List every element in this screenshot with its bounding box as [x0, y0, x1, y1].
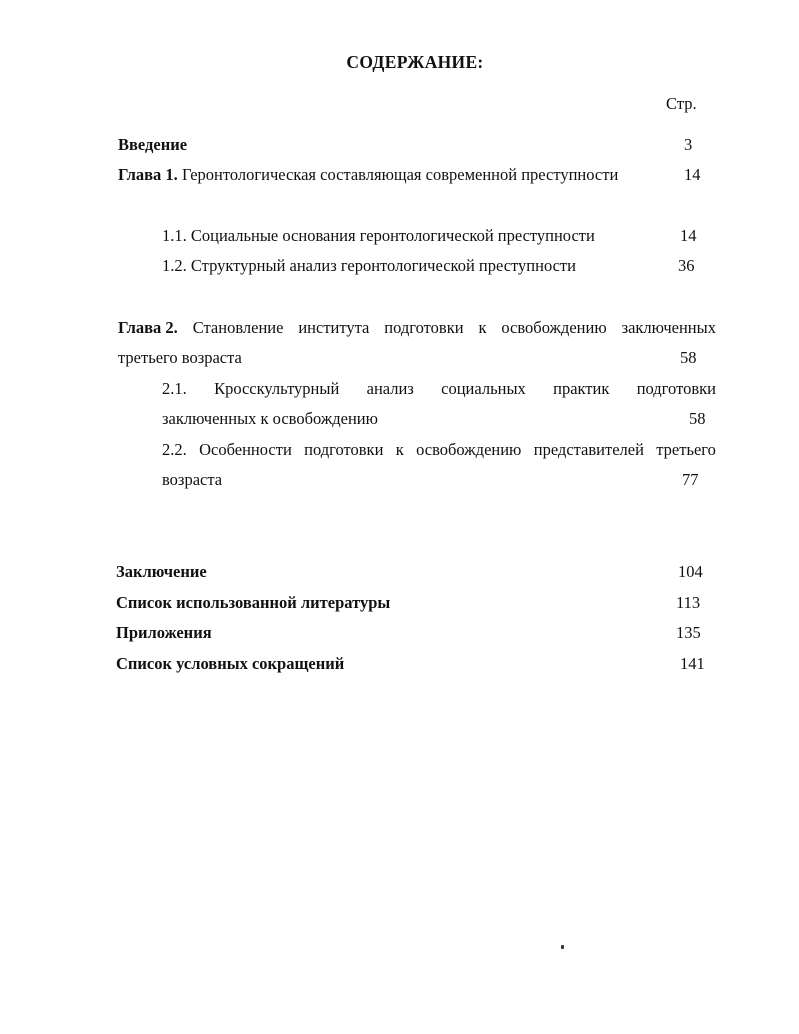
section-2-1-word: социальных — [441, 379, 526, 398]
toc-entry-conclusion: Заключение — [116, 562, 207, 581]
toc-page-section-2-2: 77 — [682, 470, 699, 489]
toc-page-abbreviations: 141 — [680, 654, 705, 673]
toc-entry-chapter-2-line-2: третьего возраста — [118, 348, 242, 367]
toc-page-appendices: 135 — [676, 623, 701, 642]
toc-entry-chapter-1 — [118, 165, 618, 185]
section-2-1-word: анализ — [366, 379, 414, 398]
page-column-header: Стр. — [666, 94, 697, 113]
section-2-2-word: к — [395, 440, 404, 459]
chapter-2-prefix: Глава 2. — [118, 318, 178, 337]
section-2-1-word: 2.1. — [162, 379, 187, 398]
toc-page-section-2-1: 58 — [689, 409, 706, 428]
section-2-1-word: практик — [553, 379, 610, 398]
chapter-1-prefix: Глава 1. — [118, 165, 178, 184]
toc-page-section-1-1: 14 — [680, 226, 697, 245]
section-2-2-word: третьего — [656, 440, 716, 459]
toc-entry-abbreviations: Список условных сокращений — [116, 654, 345, 673]
section-2-2-word: 2.2. — [162, 440, 187, 459]
toc-page-section-1-2: 36 — [678, 256, 695, 275]
chapter-1-title: Геронтологическая составляющая современной преступности — [181, 165, 619, 184]
section-2-2-word: подготовки — [304, 440, 384, 459]
toc-page-conclusion: 104 — [678, 562, 703, 581]
toc-entry-section-1-2: 1.2. Структурный анализ геронтологической преступности — [162, 256, 576, 275]
toc-entry-section-2-2-line-2: возраста — [162, 470, 223, 489]
section-2-2-word: Особенности — [199, 440, 292, 459]
chapter-2-word: института — [298, 318, 370, 337]
chapter-2-word: освобождению — [501, 318, 607, 337]
scan-speck — [561, 945, 564, 949]
toc-page-intro: 3 — [684, 135, 693, 154]
toc-entry-chapter-2-line-1 — [118, 318, 716, 338]
toc-page-chapter-1: 14 — [684, 165, 701, 184]
chapter-2-word: к — [478, 318, 487, 337]
toc-entry-appendices: Приложения — [116, 623, 212, 642]
chapter-2-word: заключенных — [621, 318, 716, 337]
toc-entry-section-1-1: 1.1. Социальные основания геронтологической преступности — [162, 226, 595, 245]
toc-page-references: 113 — [676, 593, 701, 612]
toc-entry-section-2-2-line-1 — [162, 440, 716, 460]
toc-entry-section-2-1-line-1 — [162, 379, 716, 399]
section-2-1-word: Кросскультурный — [214, 379, 340, 398]
page-title: СОДЕРЖАНИЕ: — [346, 52, 484, 72]
toc-page-chapter-2: 58 — [680, 348, 697, 367]
toc-entry-references: Список использованной литературы — [116, 593, 391, 612]
section-2-2-word: представителей — [533, 440, 644, 459]
section-2-2-word: освобождению — [416, 440, 522, 459]
toc-entry-section-2-1-line-2: заключенных к освобождению — [162, 409, 378, 428]
toc-entry-intro: Введение — [118, 135, 188, 154]
chapter-2-word: подготовки — [384, 318, 464, 337]
section-2-1-word: подготовки — [636, 379, 716, 398]
chapter-2-word: Становление — [192, 318, 284, 337]
